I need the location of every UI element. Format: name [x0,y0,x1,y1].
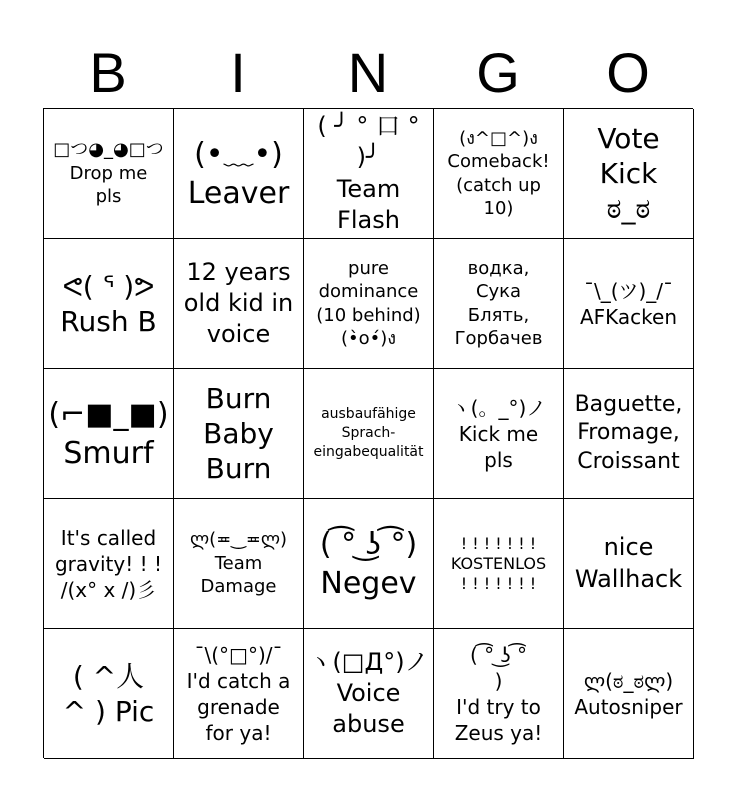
cell-text: Vote Kick ಠ_ಠ [597,122,660,225]
bingo-grid [43,108,693,758]
cell-text: ヽ(□Д°)ノ Voice abuse [308,647,429,739]
bingo-cell[interactable] [434,499,564,629]
header-letter-i: I [230,41,246,104]
cell-text: ¯\_(ツ)_/¯ AFKacken [579,278,678,329]
bingo-header [43,38,693,108]
cell-text: ¯\(°□°)/¯ I'd catch a grenade for ya! [186,642,291,745]
cell-text: (⌐■_■) Smurf [48,396,169,471]
cell-text: (ง^□^)ง Comeback! (catch up 10) [447,127,550,219]
bingo-cell[interactable] [174,369,304,499]
cell-text: (•﹏•) Leaver [187,136,290,211]
bingo-cell[interactable] [44,239,174,369]
bingo-cell[interactable] [304,239,434,369]
bingo-cell[interactable] [44,109,174,239]
cell-text: ( ╯ ° 口 ° )╯ Team Flash [317,112,420,234]
cell-text: ヽ(。_°)ノ Kick me pls [450,395,547,472]
bingo-cell[interactable] [434,239,564,369]
cell-text: pure dominance (10 behind) (•̀o•́)ง [316,257,421,349]
bingo-cell[interactable] [434,629,564,759]
bingo-cell[interactable] [174,239,304,369]
cell-text: ᕙ( ᕐ )ᕗ Rush B [60,269,157,338]
cell-text: ! ! ! ! ! ! ! KOSTENLOS ! ! ! ! ! ! ! [450,533,547,593]
bingo-cell[interactable] [434,109,564,239]
cell-text: nice Wallhack [574,533,683,593]
cell-text: ლ(≖‿≖ლ) Team Damage [190,529,287,598]
bingo-cell[interactable] [304,109,434,239]
bingo-cell[interactable] [44,499,174,629]
header-letter-b: B [89,41,127,104]
cell-text: Baguette, Fromage, Croissant [574,391,683,474]
bingo-cell[interactable] [44,369,174,499]
bingo-cell[interactable] [564,239,694,369]
bingo-cell[interactable] [564,499,694,629]
bingo-cell[interactable] [304,629,434,759]
bingo-cell[interactable] [304,499,434,629]
cell-text: ( ͡° ͜ʖ ͡°) Negev [319,526,418,601]
bingo-cell[interactable] [174,629,304,759]
cell-text: ( ͡° ͜ʖ ͡° ) I'd try to Zeus ya! [454,642,543,745]
cell-text: ausbaufähige Sprach- eingabequalität [313,406,424,460]
cell-text: ( ^人 ^ ) Pic [62,659,155,728]
bingo-cell[interactable] [44,629,174,759]
bingo-cell[interactable] [434,369,564,499]
bingo-cell[interactable] [564,369,694,499]
bingo-cell[interactable] [174,109,304,239]
cell-text: ლ(ಠ_ಠლ) Autosniper [574,668,683,719]
bingo-cell[interactable] [564,629,694,759]
header-letter-n: N [347,41,389,104]
bingo-cell[interactable] [174,499,304,629]
bingo-cell[interactable] [564,109,694,239]
bingo-cell[interactable] [304,369,434,499]
header-letter-g: G [476,41,520,104]
cell-text: It's called gravity! ! ! /(x° x /)彡 [54,525,162,602]
cell-text: водка, Сука Блять, Горбачев [454,257,543,349]
cell-text: 12 years old kid in voice [183,257,294,349]
header-letter-o: O [606,41,650,104]
cell-text: □つ◕_◕□つ Drop me pls [53,139,164,208]
cell-text: Burn Baby Burn [203,382,274,485]
